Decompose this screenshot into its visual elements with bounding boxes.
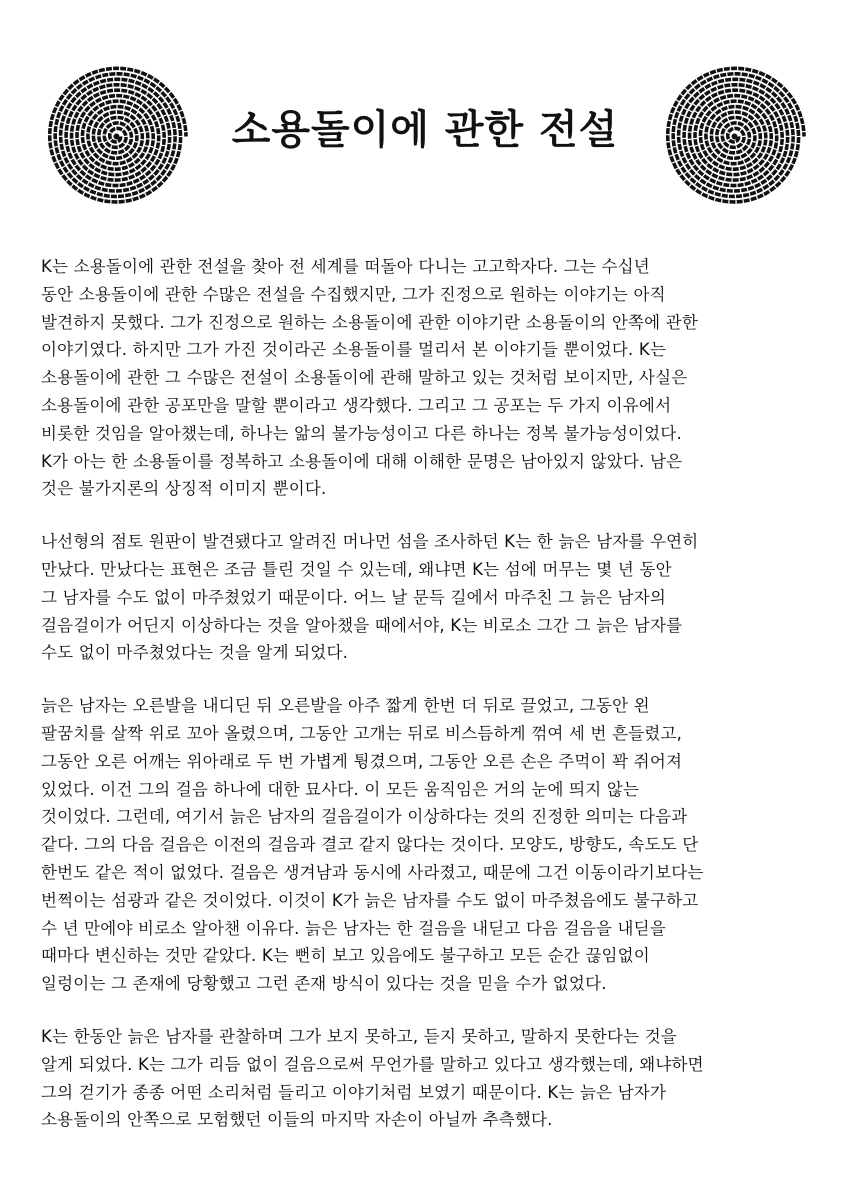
text-line: 알게 되었다. K는 그가 리듬 없이 걸음으로써 무언가를 말하고 있다고 생각했는데, 왜냐하면 — [41, 1054, 704, 1074]
text-line: 한번도 같은 적이 없었다. 걸음은 생겨남과 동시에 사라졌고, 때문에 그건 이동이라기보다는 — [41, 862, 704, 882]
text-line: 소용돌이에 관한 그 수많은 전설이 소용돌이에 관해 말하고 있는 것처럼 보이지만, 사실은 — [41, 368, 688, 388]
text-line: 발견하지 못했다. 그가 진정으로 원하는 소용돌이에 관한 이야기란 소용돌이의 안쪽에 관한 — [41, 312, 699, 332]
text-line: 번쩍이는 섬광과 같은 것이었다. 이것이 K가 늙은 남자를 수도 없이 마주쳤음에도 불구하고 — [41, 890, 699, 910]
paragraph — [41, 692, 816, 998]
text-line: 같다. 그의 다음 걸음은 이전의 걸음과 결코 같지 않다는 것이다. 모양도, 방향도, 속도도 단 — [41, 835, 699, 855]
text-line: 늙은 남자는 오른발을 내디딘 뒤 오른발을 아주 짧게 한번 더 뒤로 끌었고, 그동안 왼 — [41, 696, 650, 716]
text-line: 만났다. 만났다는 표현은 조금 틀린 것일 수 있는데, 왜냐면 K는 섬에 머무는 몇 년 동안 — [41, 559, 672, 579]
text-line: 수 년 만에야 비로소 알아챈 이유다. 늙은 남자는 한 걸음을 내딛고 다음 걸음을 내딛을 — [41, 918, 666, 938]
text-line: 팔꿈치를 살짝 위로 꼬아 올렸으며, 그동안 고개는 뒤로 비스듬하게 꺾여 세 번 흔들렸고, — [41, 723, 683, 743]
text-line: 때마다 변신하는 것만 같았다. K는 뻔히 보고 있음에도 불구하고 모든 순간 끊임없이 — [41, 946, 650, 966]
text-line: K가 아는 한 소용돌이를 정복하고 소용돌이에 대해 이해한 문명은 남아있지 않았다. 남은 — [41, 451, 683, 471]
paragraph — [41, 1023, 816, 1134]
text-line: 일렁이는 그 존재에 당황했고 그런 존재 방식이 있다는 것을 믿을 수가 없었다. — [41, 974, 607, 994]
text-line: 이야기였다. 하지만 그가 가진 것이라곤 소용돌이를 멀리서 본 이야기들 뿐이었다. K는 — [41, 340, 667, 360]
text-line: K는 한동안 늙은 남자를 관찰하며 그가 보지 못하고, 듣지 못하고, 말하지 못한다는 것을 — [41, 1026, 677, 1046]
text-line: 걸음걸이가 어딘지 이상하다는 것을 알아챘을 때에서야, K는 비로소 그간 그 늙은 남자를 — [41, 615, 683, 635]
text-line: 그의 걷기가 종종 어떤 소리처럼 들리고 이야기처럼 보였기 때문이다. K는 늙은 남자가 — [41, 1082, 667, 1102]
text-line: K는 소용돌이에 관한 전설을 찾아 전 세계를 떠돌아 다니는 고고학자다. 그는 수십년 — [41, 257, 650, 276]
text-line: 것이었다. 그런데, 여기서 늙은 남자의 걸음걸이가 이상하다는 것의 진정한 의미는 다음과 — [41, 807, 688, 827]
text-line: 나선형의 점토 원판이 발견됐다고 알려진 머나먼 섬을 조사하던 K는 한 늙은 남자를 우연히 — [41, 532, 699, 552]
text-line: 있었다. 이건 그의 걸음 하나에 대한 묘사다. 이 모든 움직임은 거의 눈에 띄지 않는 — [41, 779, 640, 799]
text-line: 수도 없이 마주쳤었다는 것을 알게 되었다. — [41, 643, 349, 663]
text-line: 소용돌이의 안쪽으로 모험했던 이들의 마지막 자손이 아닐까 추측했다. — [41, 1110, 553, 1130]
text-line: 비롯한 것임을 알아챘는데, 하나는 앎의 불가능성이고 다른 하나는 정복 불가능성이었다. — [41, 423, 682, 443]
text-line: 그 남자를 수도 없이 마주쳤었기 때문이다. 어느 날 문득 길에서 마주친 그 늙은 남자의 — [41, 587, 666, 607]
paragraph — [41, 528, 816, 667]
article-body — [41, 253, 816, 1159]
spiral-center — [732, 134, 738, 140]
spiral-right-icon — [663, 65, 806, 208]
text-line: 그동안 오른 어깨는 위아래로 두 번 가볍게 튕겼으며, 그동안 오른 손은 주먹이 꽉 쥐어져 — [41, 751, 683, 771]
text-line: 동안 소용돌이에 관한 수많은 전설을 수집했지만, 그가 진정으로 원하는 이야기는 아직 — [41, 284, 666, 304]
text-line: 것은 불가지론의 상징적 이미지 뿐이다. — [41, 479, 327, 499]
text-line: 소용돌이에 관한 공포만을 말할 뿐이라고 생각했다. 그리고 그 공포는 두 가지 이유에서 — [41, 395, 672, 415]
paragraph — [41, 253, 816, 503]
page-title: 소용돌이에 관한 전설 — [231, 107, 619, 153]
header — [0, 0, 850, 230]
